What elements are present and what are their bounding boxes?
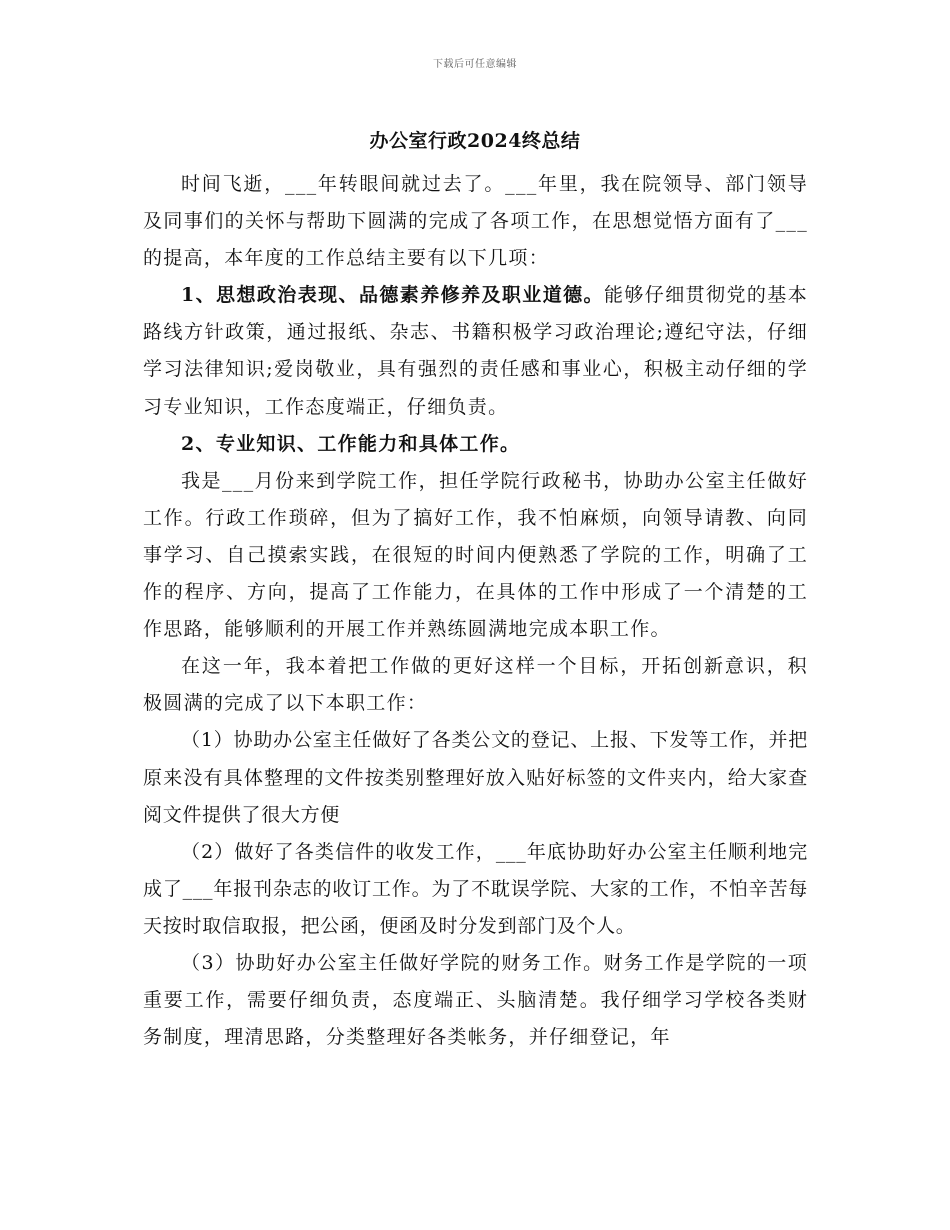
section-2-heading: 2、专业知识、工作能力和具体工作。 xyxy=(181,432,521,455)
section-2-paragraph-2: 在这一年，我本着把工作做的更好这样一个目标，开拓创新意识，积极圆满的完成了以下本职工作： xyxy=(143,655,808,715)
section-1-heading: 1、思想政治表现、品德素养修养及职业道德。 xyxy=(181,284,604,307)
list-item-2: （2）做好了各类信件的收发工作，___年底协助好办公室主任顺利地完成了___年报刊杂志的收订工作。为了不耽误学院、大家的工作，不怕辛苦每天按时取信取报，把公函，便函及时分发到部门及个人。 xyxy=(143,840,808,937)
list-item-3: （3）协助好办公室主任做好学院的财务工作。财务工作是学院的一项重要工作，需要仔细负责，态度端正、头脑清楚。我仔细学习学校各类财务制度，理清思路，分类整理好各类帐务，并仔细登记，年 xyxy=(143,951,808,1049)
section-2-paragraph-1: 我是___月份来到学院工作，担任学院行政秘书，协助办公室主任做好工作。行政工作琐碎，但为了搞好工作，我不怕麻烦，向领导请教、向同事学习、自己摸索实践，在很短的时间内便熟悉了学院的工作，明确了工作的程序、方向，提高了工作能力，在具体的工作中形成了一个清楚的工作思路，能够顺利的开展工作并熟练圆满地完成本职工作。 xyxy=(143,469,808,641)
section-1-paragraph xyxy=(143,277,808,425)
page-header-note: 下载后可任意编辑 xyxy=(433,59,517,70)
section-2-heading-paragraph xyxy=(143,426,808,463)
document-body xyxy=(143,166,808,1056)
document-title: 办公室行政2024终总结 xyxy=(369,130,581,152)
intro-paragraph: 时间飞逝，___年转眼间就过去了。___年里，我在院领导、部门领导及同事们的关怀与帮助下圆满的完成了各项工作，在思想觉悟方面有了___的提高，本年度的工作总结主要有以下几项： xyxy=(143,173,808,270)
list-item-1: （1）协助办公室主任做好了各类公文的登记、上报、下发等工作，并把原来没有具体整理的文件按类别整理好放入贴好标签的文件夹内，给大家查阅文件提供了很大方便 xyxy=(143,729,808,826)
section-1-body: 能够仔细贯彻党的基本路线方针政策，通过报纸、杂志、书籍积极学习政治理论;遵纪守法，仔细学习法律知识;爱岗敬业，具有强烈的责任感和事业心，积极主动仔细的学习专业知识，工作态度端正，仔细负责。 xyxy=(143,284,808,418)
